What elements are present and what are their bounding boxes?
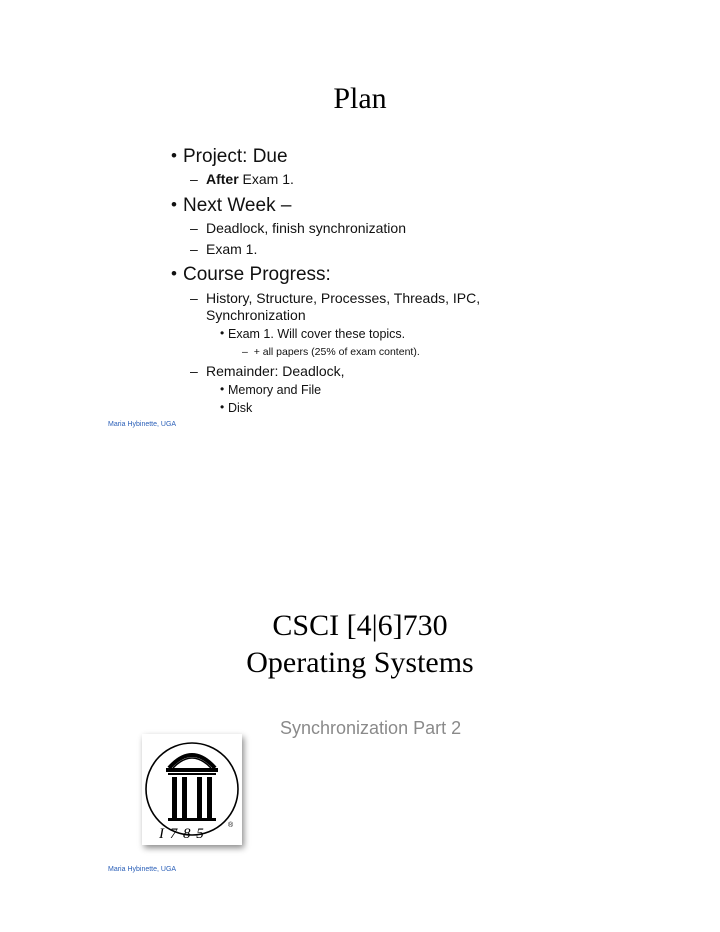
slide1-title: Plan xyxy=(333,82,387,115)
bullet-marker: • xyxy=(220,382,225,396)
subitem-text: Deadlock, finish synchronization xyxy=(206,220,406,236)
bullet-course-progress xyxy=(171,264,331,286)
bullet-marker: • xyxy=(171,146,177,165)
slide2-title-line1: CSCI [4|6]730 xyxy=(272,609,448,642)
slide2-title-line2: Operating Systems xyxy=(246,646,474,679)
uga-arch-logo xyxy=(142,734,242,845)
bullet-label: Project: Due xyxy=(183,146,288,167)
subsubitem-text: Disk xyxy=(228,401,253,415)
level4-text: + all papers (25% of exam content). xyxy=(253,346,420,358)
subitem-text-line1: History, Structure, Processes, Threads, IPC, xyxy=(206,290,481,306)
slide1-footer: Maria Hybinette, UGA xyxy=(108,421,177,428)
bullet-project-due xyxy=(171,146,288,168)
slide2-footer: Maria Hybinette, UGA xyxy=(108,866,177,873)
subitem-history xyxy=(190,290,481,307)
dash-marker: – xyxy=(190,290,198,306)
subitem-after-exam xyxy=(190,171,294,188)
bullet-marker: • xyxy=(171,195,177,214)
subsubitem-memory-file xyxy=(220,382,322,398)
dash-marker: – xyxy=(190,241,198,257)
registered-mark: ® xyxy=(228,822,234,829)
bullet-next-week xyxy=(171,195,292,217)
dash-marker: – xyxy=(190,220,198,236)
level4-all-papers xyxy=(242,346,420,359)
dash-marker: – xyxy=(190,171,198,187)
subitem-text: Remainder: Deadlock, xyxy=(206,363,345,379)
subsubitem-exam-topics xyxy=(220,326,406,342)
dash-marker: – xyxy=(190,363,198,379)
dash-marker: – xyxy=(242,346,248,358)
subsubitem-text: Memory and File xyxy=(228,383,322,397)
bullet-label: Next Week – xyxy=(183,195,292,216)
bullet-label: Course Progress: xyxy=(183,264,331,285)
subsubitem-text: Exam 1. Will cover these topics. xyxy=(228,327,406,341)
subitem-deadlock xyxy=(190,220,406,237)
subitem-text: Exam 1. xyxy=(206,241,258,257)
subitem-exam1 xyxy=(190,241,258,258)
subitem-text: Exam 1. xyxy=(238,171,294,187)
logo-year: I 7 8 5 xyxy=(159,826,205,842)
bullet-marker: • xyxy=(220,400,225,414)
slide2-subtitle: Synchronization Part 2 xyxy=(280,718,462,738)
subsubitem-disk xyxy=(220,400,253,416)
subitem-history-line2: Synchronization xyxy=(206,307,306,323)
bold-after: After xyxy=(206,171,239,187)
bullet-marker: • xyxy=(171,264,177,283)
subitem-remainder xyxy=(190,363,345,380)
bullet-marker: • xyxy=(220,326,225,340)
